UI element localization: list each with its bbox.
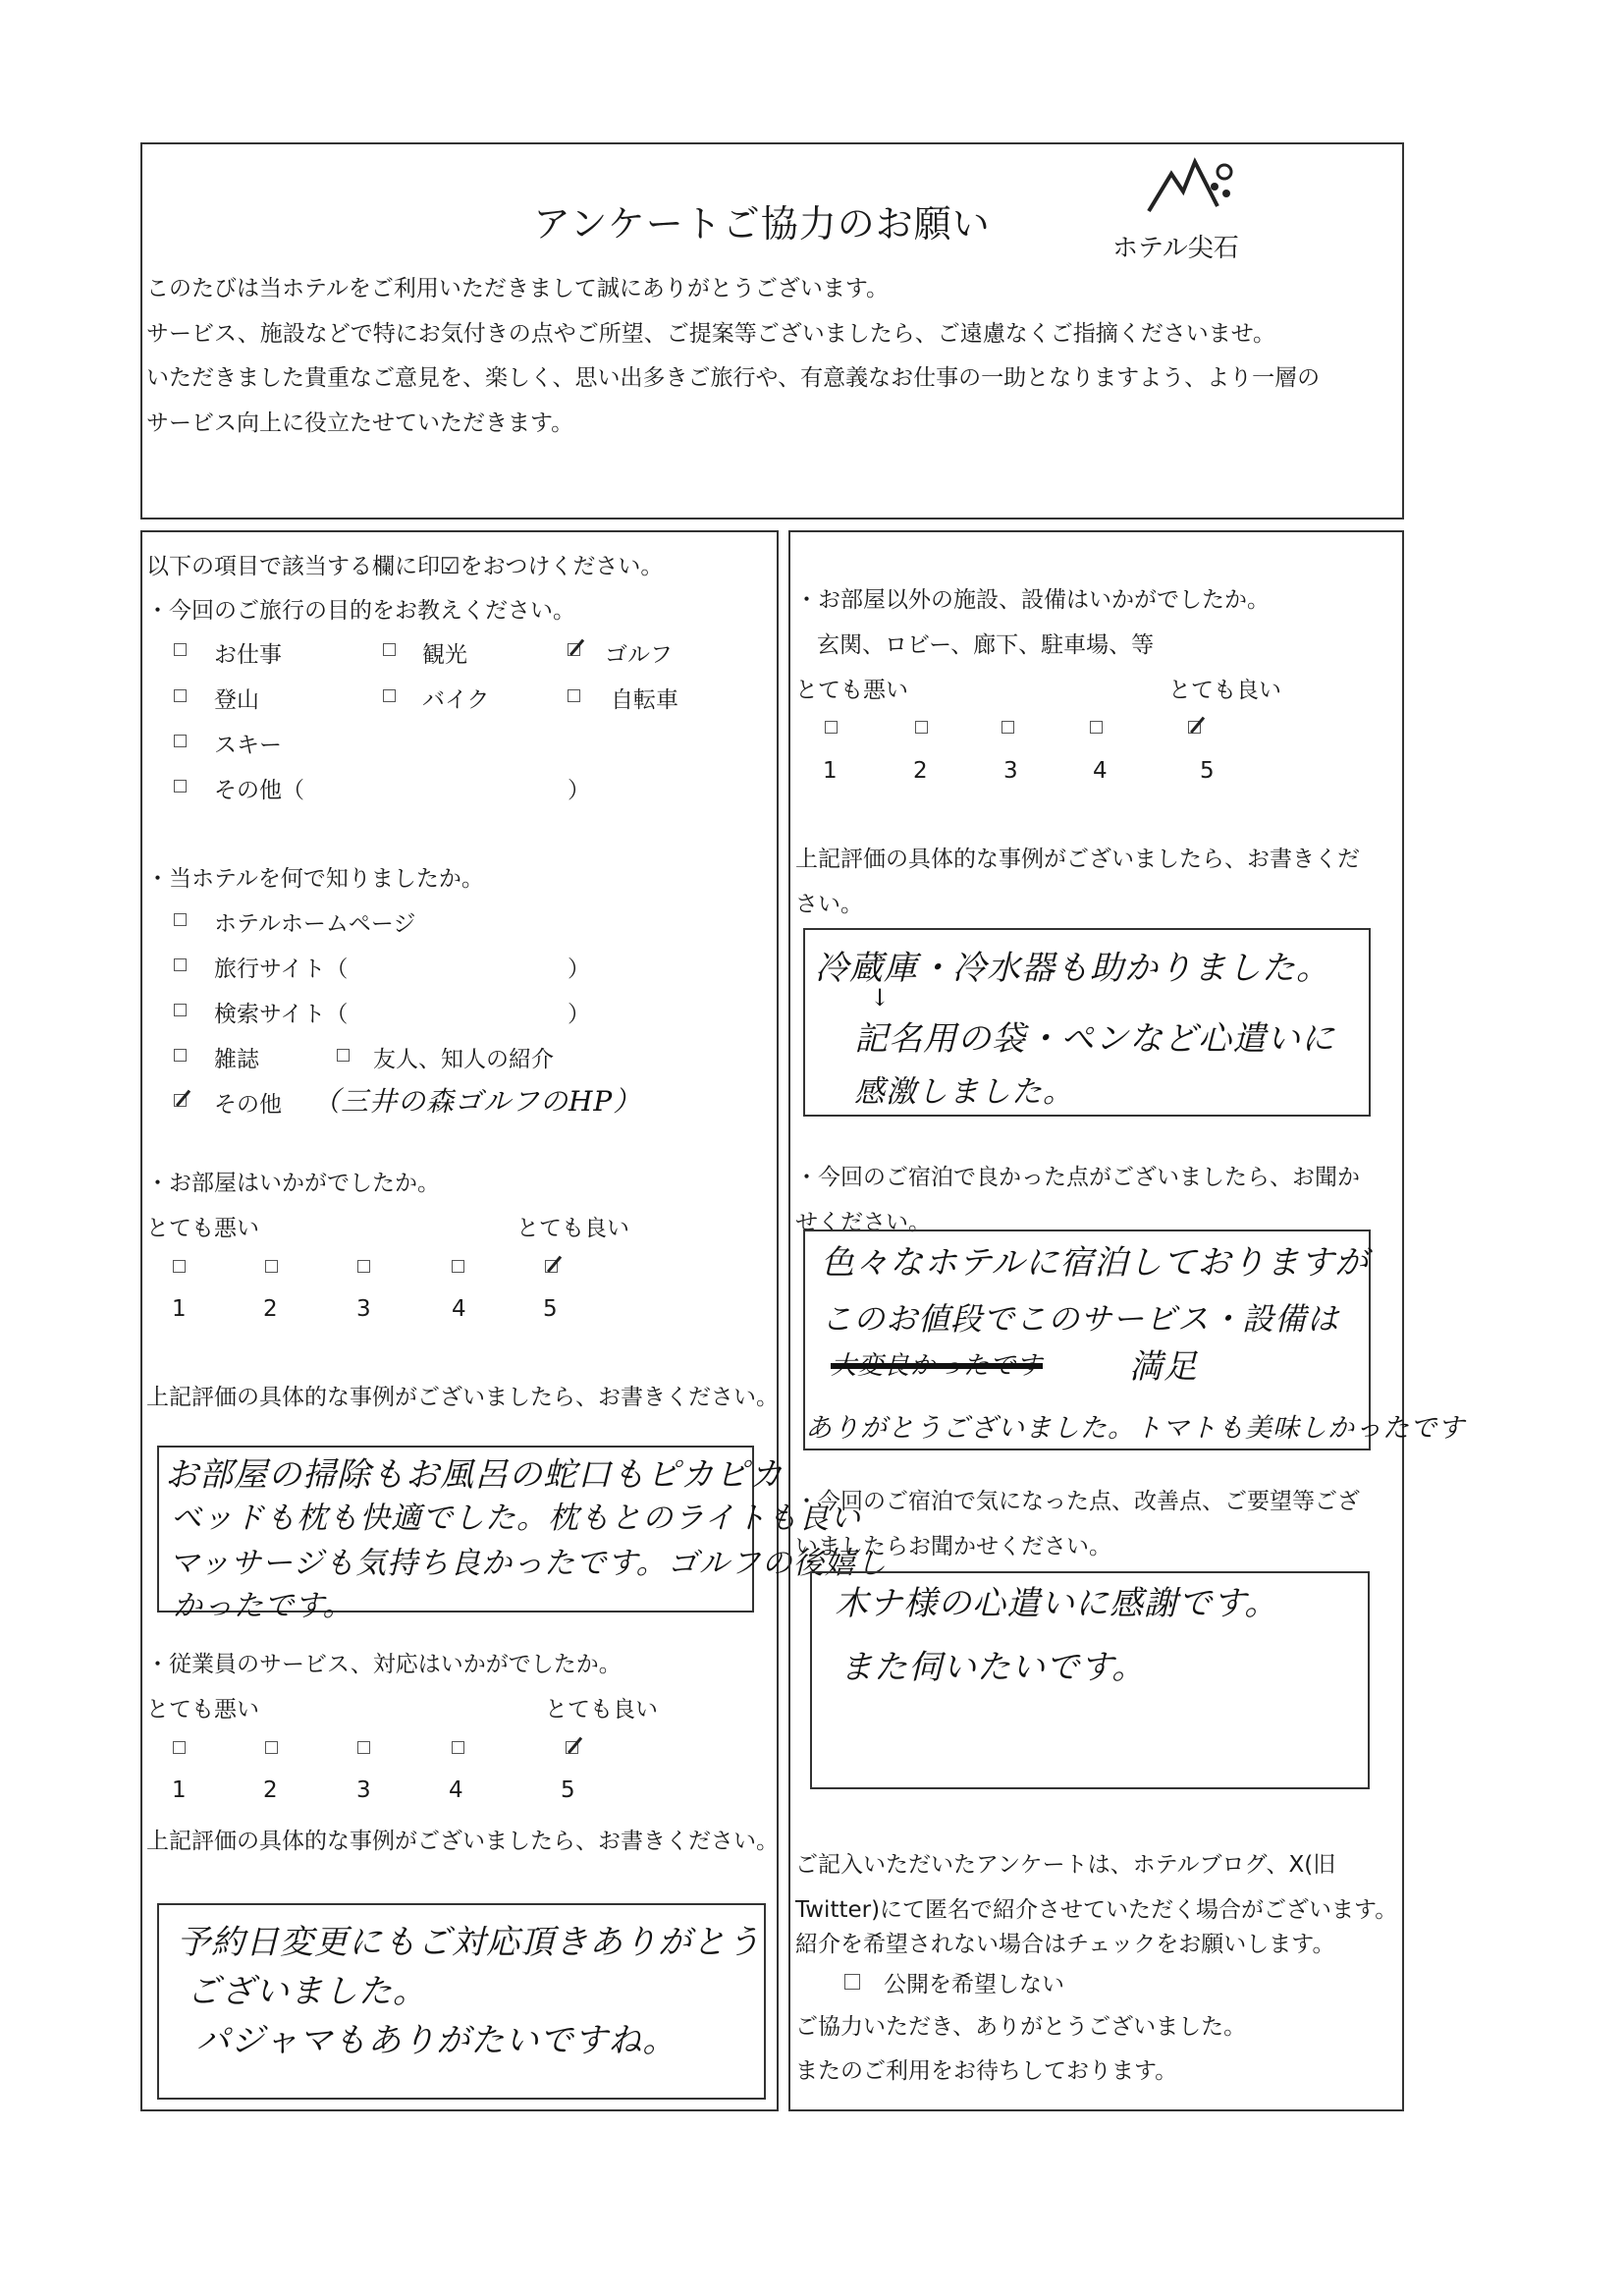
staff-scale-3: 3 — [356, 1777, 371, 1803]
checkbox-ski[interactable] — [174, 735, 187, 747]
checkbox-source-other[interactable] — [174, 1094, 187, 1107]
facilities-scale-5: 5 — [1200, 758, 1215, 784]
checkbox-bicycle[interactable] — [568, 689, 580, 702]
staff-rating-4[interactable] — [452, 1741, 464, 1754]
checkbox-work[interactable] — [174, 643, 187, 656]
footer-closing: またのご利用をお待ちしております。 — [795, 2058, 1178, 2084]
checkbox-purpose-other[interactable] — [174, 780, 187, 793]
good-points-line-3: 満足 — [1129, 1347, 1198, 1387]
room-scale-1: 1 — [172, 1296, 187, 1322]
staff-comment-line-1: 予約日変更にもご対応頂きありがとう — [177, 1923, 761, 1962]
checkbox-magazine[interactable] — [174, 1049, 187, 1062]
facilities-rating-4[interactable] — [1090, 721, 1103, 734]
option-friend: 友人、知人の紹介 — [373, 1047, 554, 1072]
option-hotel-homepage: ホテルホームページ — [214, 911, 416, 937]
intro-line-2: サービス、施設などで特にお気付きの点やご所望、ご提案等ございましたら、ご遠慮なくご指摘くださいませ。 — [146, 321, 1275, 347]
facilities-examples: 玄関、ロビー、廊下、駐車場、等 — [817, 632, 1155, 658]
option-bike: バイク — [422, 687, 490, 713]
staff-comment-line-3: パジャマもありがたいですね。 — [196, 2021, 677, 2060]
checkbox-travel-site[interactable] — [174, 958, 187, 971]
option-golf: ゴルフ — [605, 642, 673, 668]
footer-line-3: 紹介を希望されない場合はチェックをお願いします。 — [795, 1932, 1335, 1957]
room-scale-2: 2 — [263, 1296, 278, 1322]
good-points-struck-text: 大変良かったです — [831, 1351, 1044, 1381]
room-high-label: とても良い — [516, 1216, 629, 1241]
source-other-handwritten: （三井の森ゴルフのHP） — [312, 1085, 642, 1118]
option-bicycle: 自転車 — [611, 687, 678, 713]
option-source-other: その他 — [214, 1092, 282, 1118]
room-comment-line-3: マッサージも気持ち良かったです。ゴルフの後嬉し — [169, 1546, 888, 1581]
footer-line-2: Twitter)にて匿名で紹介させていただく場合がございます。 — [795, 1897, 1398, 1923]
room-rating-1[interactable] — [173, 1260, 186, 1273]
room-detail-prompt: 上記評価の具体的な事例がございましたら、お書きください。 — [146, 1385, 779, 1410]
good-points-line-2: このお値段でこのサービス・設備は — [821, 1300, 1340, 1338]
source-question: ・当ホテルを何で知りましたか。 — [146, 866, 484, 892]
room-rating-5[interactable] — [545, 1260, 558, 1273]
facilities-detail-prompt-2: さい。 — [795, 892, 863, 917]
staff-rating-3[interactable] — [357, 1741, 370, 1754]
search-site-close: ） — [568, 1002, 590, 1027]
footer-thanks: ご協力いただき、ありがとうございました。 — [795, 2014, 1247, 2040]
page-title: アンケートご協力のお願い — [533, 202, 991, 246]
option-magazine: 雑誌 — [214, 1047, 259, 1072]
good-points-line-4: ありがとうございました。トマトも美味しかったです — [805, 1413, 1465, 1444]
facilities-comment-arrow: ↓ — [870, 984, 892, 1011]
staff-scale-1: 1 — [172, 1777, 187, 1803]
intro-line-3: いただきました貴重なご意見を、楽しく、思い出多きご旅行や、有意義なお仕事の一助となりますよう、より一層の — [146, 365, 1321, 391]
staff-high-label: とても良い — [545, 1697, 658, 1722]
facilities-rating-2[interactable] — [915, 721, 928, 734]
improvements-line-2: また伺いたいです。 — [839, 1648, 1147, 1687]
staff-rating-2[interactable] — [265, 1741, 278, 1754]
room-rating-2[interactable] — [265, 1260, 278, 1273]
checkbox-sightseeing[interactable] — [383, 643, 396, 656]
good-points-line-1: 色々なホテルに宿泊しておりますが — [821, 1243, 1370, 1283]
staff-comment-line-2: ございました。 — [187, 1972, 427, 2011]
facilities-detail-prompt-1: 上記評価の具体的な事例がございましたら、お書きくだ — [795, 847, 1360, 872]
room-comment-line-2: ベッドも枕も快適でした。枕もとのライトも良い — [171, 1501, 862, 1536]
improvements-line-1: 木ナ様の心遣いに感謝です。 — [835, 1584, 1279, 1623]
option-sightseeing: 観光 — [422, 642, 467, 668]
facilities-rating-5[interactable] — [1188, 721, 1201, 734]
room-scale-4: 4 — [452, 1296, 466, 1322]
checkbox-friend[interactable] — [337, 1049, 350, 1062]
facilities-comment-line-2: 記名用の袋・ペンなど心遣いに — [854, 1019, 1335, 1059]
room-comment-line-1: お部屋の掃除もお風呂の蛇口もピカピカ — [165, 1455, 784, 1495]
intro-line-1: このたびは当ホテルをご利用いただきまして誠にありがとうございます。 — [146, 276, 890, 301]
staff-low-label: とても悪い — [146, 1697, 259, 1722]
option-search-site: 検索サイト（ — [214, 1002, 349, 1027]
opt-out-checkbox[interactable] — [844, 1974, 860, 1990]
room-rating-3[interactable] — [357, 1260, 370, 1273]
staff-rating-5[interactable] — [566, 1741, 578, 1754]
facilities-rating-3[interactable] — [1001, 721, 1014, 734]
facilities-scale-2: 2 — [913, 758, 928, 784]
staff-scale-4: 4 — [449, 1777, 463, 1803]
staff-detail-prompt: 上記評価の具体的な事例がございましたら、お書きください。 — [146, 1829, 779, 1854]
option-travel-site: 旅行サイト（ — [214, 957, 349, 982]
good-points-question-2: せください。 — [795, 1210, 931, 1235]
staff-scale-5: 5 — [561, 1777, 575, 1803]
checkbox-climbing[interactable] — [174, 689, 187, 702]
staff-rating-1[interactable] — [173, 1741, 186, 1754]
footer-line-1: ご記入いただいたアンケートは、ホテルブログ、X(旧 — [795, 1852, 1336, 1878]
intro-line-4: サービス向上に役立たせていただきます。 — [146, 410, 574, 436]
room-scale-3: 3 — [356, 1296, 371, 1322]
option-climbing: 登山 — [214, 687, 259, 713]
facilities-scale-1: 1 — [823, 758, 838, 784]
hotel-logo-icon — [1144, 152, 1252, 221]
room-scale-5: 5 — [543, 1296, 558, 1322]
good-points-question-1: ・今回のご宿泊で良かった点がございましたら、お聞か — [795, 1165, 1360, 1190]
instruction: 以下の項目で該当する欄に印☑をおつけください。 — [146, 554, 664, 579]
staff-question: ・従業員のサービス、対応はいかがでしたか。 — [146, 1652, 622, 1677]
travel-site-close: ） — [568, 957, 590, 982]
option-ski: スキー — [214, 733, 282, 758]
checkbox-golf[interactable] — [568, 643, 580, 656]
facilities-comment-line-3: 感激しました。 — [854, 1074, 1074, 1110]
facilities-scale-3: 3 — [1003, 758, 1018, 784]
facilities-scale-4: 4 — [1093, 758, 1108, 784]
checkbox-hotel-homepage[interactable] — [174, 913, 187, 926]
option-purpose-other: その他（ — [214, 778, 304, 803]
hotel-name: ホテル尖石 — [1112, 234, 1239, 263]
purpose-question: ・今回のご旅行の目的をお教えください。 — [146, 598, 575, 624]
facilities-low-label: とても悪い — [795, 678, 908, 703]
improvements-question-2: いましたらお聞かせください。 — [795, 1534, 1111, 1559]
room-question: ・お部屋はいかがでしたか。 — [146, 1171, 440, 1196]
facilities-question: ・お部屋以外の施設、設備はいかがでしたか。 — [795, 587, 1270, 613]
staff-scale-2: 2 — [263, 1777, 278, 1803]
room-low-label: とても悪い — [146, 1216, 259, 1241]
facilities-rating-1[interactable] — [825, 721, 838, 734]
checkbox-search-site[interactable] — [174, 1004, 187, 1016]
improvements-question-1: ・今回のご宿泊で気になった点、改善点、ご要望等ござ — [795, 1489, 1360, 1514]
purpose-other-close: ） — [568, 778, 590, 803]
option-work: お仕事 — [214, 642, 282, 668]
room-comment-line-4: かったです。 — [173, 1589, 353, 1623]
checkbox-bike[interactable] — [383, 689, 396, 702]
facilities-high-label: とても良い — [1168, 678, 1281, 703]
opt-out-label: 公開を希望しない — [884, 1972, 1064, 1997]
facilities-comment-line-1: 冷蔵庫・冷水器も助かりました。 — [815, 949, 1330, 988]
room-rating-4[interactable] — [452, 1260, 464, 1273]
